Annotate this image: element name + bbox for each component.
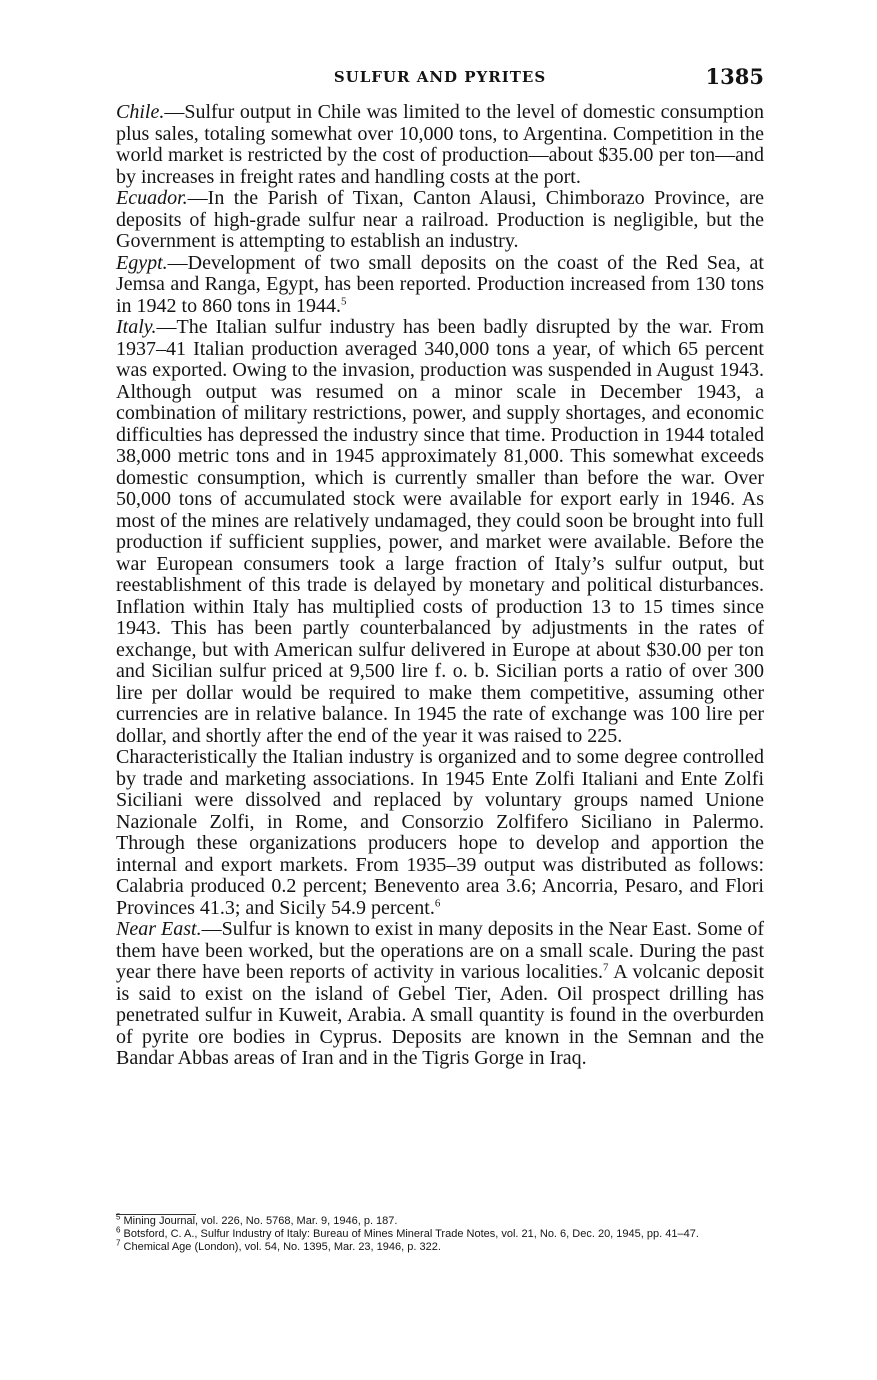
country-heading: Egypt. [116, 251, 168, 274]
page-header [116, 66, 764, 92]
footnote-mark: 5 [116, 1212, 121, 1222]
paragraph-chile [116, 102, 764, 188]
paragraph-text-continued: A volcanic deposit is said to exist on the island of Gebel Tier, Aden. Oil prospect drilling has penetrated sulfur in Kuweit, Arabia. A small quantity is found in the overburden of pyrite ore bodies in Cyprus. Deposits are known in the Semnan and the Bandar Abbas areas of Iran and in the Tigris Gorge in Iraq. [116, 961, 764, 1069]
paragraph-near-east [116, 919, 764, 1070]
footnote [116, 1225, 764, 1241]
paragraph-text: —Sulfur output in Chile was limited to the level of domestic consumption plus sales, totaling somewhat over 10,000 tons, to Argentina. Competition in the world market is restricted by the cost of production—about $35.00 per ton—and by increases in freight rates and handling costs at the port. [116, 101, 764, 188]
footnote-text: Chemical Age (London), vol. 54, No. 1395, Mar. 23, 1946, p. 322. [123, 1241, 441, 1253]
footnote [116, 1238, 764, 1254]
country-heading: Ecuador. [116, 187, 188, 209]
footnote-reference: 7 [602, 961, 609, 974]
paragraph-text: —Development of two small deposits on the coast of the Red Sea, at Jemsa and Ranga, Egypt, has been reported. Production increased from 130 tons in 1942 to 860 tons in 1944. [116, 251, 764, 317]
paragraph-text: —The Italian sulfur industry has been badly disrupted by the war. From 1937–41 Italian production averaged 340,000 tons a year, of which 65 percent was exported. Owing to the invasion, production was suspended in August 1943. Although output was resumed on a minor scale in December 1943, a combination of military restrictions, power, and supply shortages, and economic difficulties has depressed the industry since that time. Production in 1944 totaled 38,000 metric tons and in 1945 approximately 81,000. This somewhat exceeds domestic consumption, which is currently smaller than before the war. Over 50,000 tons of accumulated stock were available for export early in 1946. As most of the mines are relatively undamaged, they could soon be brought into full production if sufficient supplies, power, and market were available. Before the war European consumers took a large fraction of Italy’s sulfur output, but reestablishment of this trade is delayed by monetary and political disturbances. Inflation within Italy has multiplied costs of production 13 to 15 times since 1943. This has been partly counterbalanced by adjustments in the rates of exchange, but with American sulfur delivered in Europe at about $30.00 per ton and Sicilian sulfur priced at 9,500 lire f. o. b. Sicilian ports a ratio of over 300 lire per dollar would be required to make them competitive, assuming other currencies are in relative balance. In 1945 the rate of exchange was 100 lire per dollar, and shortly after the end of the year it was raised to 225. [116, 316, 764, 747]
paragraph-egypt [116, 253, 764, 318]
footnote-reference: 5 [341, 294, 347, 307]
paragraph-text: —Sulfur is known to exist in many deposits in the Near East. Some of them have been worked, but the operations are on a small scale. During the past year there have been reports of activity in various localities. [116, 918, 764, 983]
paragraph-italy-organization [116, 747, 764, 919]
running-title: SULFUR AND PYRITES [333, 68, 547, 86]
paragraph-ecuador [116, 188, 764, 253]
paragraph-italy [116, 317, 764, 747]
country-heading: Chile. [116, 101, 165, 123]
country-heading: Italy. [116, 316, 157, 338]
paragraph-text: Characteristically the Italian industry is organized and to some degree controlled by trade and marketing associations. In 1945 Ente Zolfi Italiani and Ente Zolfi Siciliani were dissolved and replaced by voluntary groups named Unione Nazionale Zolfi, in Rome, and Consorzio Zolfifero Siciliano in Palermo. Through these organizations producers hope to develop and apportion the internal and export markets. From 1935–39 output was distributed as follows: Calabria produced 0.2 percent; Benevento area 3.6; Ancorria, Pesaro, and Flori Provinces 41.3; and Sicily 54.9 percent. [116, 746, 764, 919]
footnote-mark: 7 [116, 1238, 121, 1248]
footnote [116, 1212, 764, 1228]
country-heading: Near East. [116, 918, 202, 940]
page-number: 1385 [705, 64, 764, 89]
body-text [116, 102, 764, 1070]
footnotes [116, 1212, 764, 1254]
footnote-reference: 6 [434, 896, 441, 909]
footnote-text: Mining Journal, vol. 226, No. 5768, Mar. 9, 1946, p. 187. [123, 1215, 398, 1227]
paragraph-text: —In the Parish of Tixan, Canton Alausi, Chimborazo Province, are deposits of high-grade sulfur near a railroad. Production is negligible, but the Government is attempting to establish an industry. [116, 187, 764, 252]
footnote-mark: 6 [116, 1225, 121, 1235]
footnote-text: Botsford, C. A., Sulfur Industry of Italy: Bureau of Mines Mineral Trade Notes, vol. 21, No. 6, Dec. 20, 1945, pp. 41–47. [123, 1228, 699, 1240]
